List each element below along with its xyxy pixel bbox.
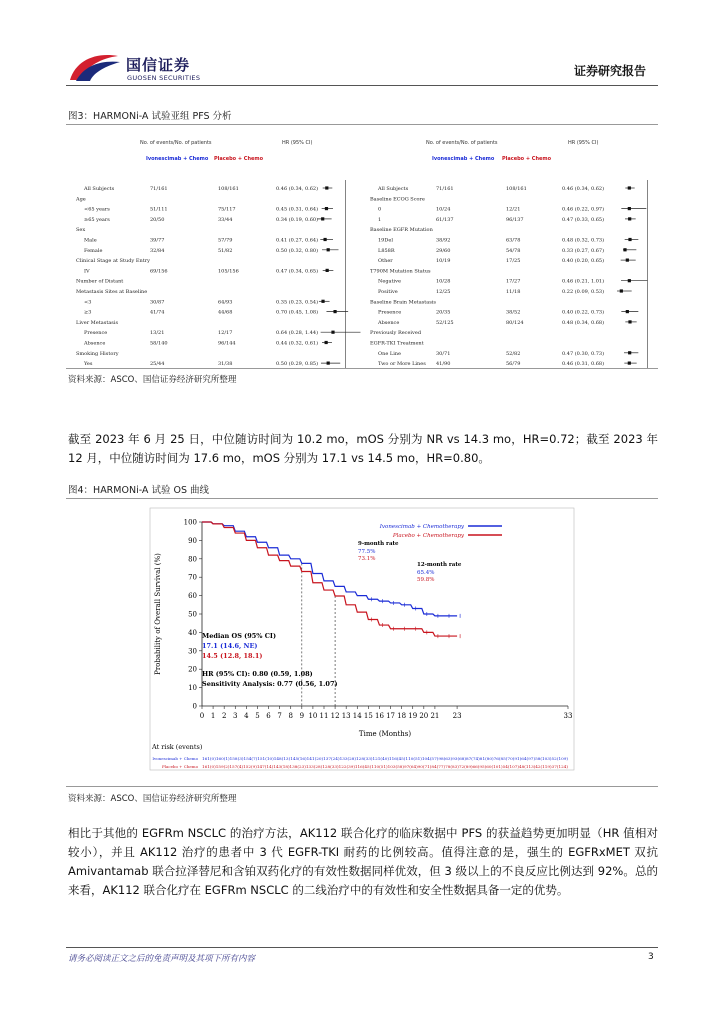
forest-events-arm2: 75/117 <box>218 206 236 213</box>
forest-hr-value: 0.46 (0.34, 0.62) <box>562 186 605 192</box>
os-x-tick-label: 6 <box>266 712 271 720</box>
forest-point <box>327 362 330 365</box>
os-at-risk-title: At risk (events) <box>152 743 203 751</box>
forest-point <box>325 207 328 210</box>
os-hr: HR (95% CI): 0.80 (0.59, 1.08) <box>202 670 313 678</box>
forest-row-label: Other <box>378 258 393 265</box>
forest-row-label: Absence <box>378 319 400 326</box>
os-x-tick-label: 23 <box>452 712 462 720</box>
forest-row-label: Baseline EGFR Mutation <box>370 227 433 234</box>
forest-row-label: Negative <box>378 278 401 285</box>
footer-disclaimer: 请务必阅读正文之后的免责声明及其项下所有内容 <box>68 954 256 964</box>
forest-col-header-hr: HR (95% CI) <box>568 140 599 146</box>
forest-events-arm2: 96/144 <box>218 340 236 347</box>
forest-events-arm1: 71/161 <box>436 186 454 192</box>
forest-point <box>326 269 329 272</box>
forest-hr-value: 0.44 (0.32, 0.61) <box>276 340 319 347</box>
forest-hr-value: 0.64 (0.28, 1.44) <box>276 330 319 337</box>
forest-point <box>333 310 336 313</box>
forest-row-label: All Subjects <box>378 186 409 192</box>
os-x-tick-label: 2 <box>221 712 227 720</box>
forest-left-panel <box>75 140 366 368</box>
forest-point <box>628 320 631 323</box>
forest-events-arm1: 10/24 <box>436 206 451 213</box>
os-annotation-title: 12-month rate <box>417 562 462 568</box>
os-x-tick-label: 8 <box>288 712 293 720</box>
report-type: 证券研究报告 <box>574 64 647 78</box>
forest-events-arm2: 96/137 <box>506 216 524 223</box>
os-median-title: Median OS (95% CI) <box>202 632 277 640</box>
forest-point <box>626 310 629 313</box>
os-y-tick-label: 90 <box>188 536 197 545</box>
forest-row-label: Sex <box>76 227 86 234</box>
forest-row-label: Yes <box>84 361 93 368</box>
figure4-bottom-rule <box>66 786 658 787</box>
forest-events-arm1: 10/28 <box>436 278 451 285</box>
forest-point <box>620 289 623 292</box>
forest-events-arm2: 31/38 <box>218 361 233 368</box>
os-median-placebo: 14.5 (12.8, 18.1) <box>202 652 263 660</box>
forest-events-arm2: 38/52 <box>506 309 521 316</box>
forest-events-arm1: 32/84 <box>150 247 165 254</box>
os-x-tick-label: 7 <box>277 712 282 720</box>
os-y-tick-label: 40 <box>188 628 197 637</box>
forest-row-label: Clinical Stage at Study Entry <box>76 258 150 265</box>
forest-row-label: 0 <box>378 206 382 213</box>
os-x-tick-label: 17 <box>386 712 396 720</box>
forest-hr-value: 0.46 (0.31, 0.68) <box>562 361 605 368</box>
forest-events-arm2: 12/17 <box>218 330 233 337</box>
forest-events-arm1: 12/25 <box>436 289 451 295</box>
forest-row-label: <65 years <box>84 206 110 213</box>
forest-hr-value: 0.46 (0.34, 0.62) <box>276 186 319 192</box>
os-y-tick-label: 30 <box>188 647 197 656</box>
forest-hr-value: 0.40 (0.20, 0.65) <box>562 258 605 265</box>
forest-events-arm2: 17/25 <box>506 258 521 265</box>
forest-row-label: Presence <box>84 330 108 337</box>
os-x-tick-label: 15 <box>363 712 373 720</box>
os-x-tick-label: 4 <box>244 712 249 720</box>
os-annotation-ivo: 65.4% <box>417 570 435 576</box>
forest-events-arm2: 11/18 <box>506 289 521 295</box>
forest-row-label: Presence <box>378 309 402 316</box>
forest-events-arm1: 39/77 <box>150 237 165 244</box>
forest-events-arm1: 30/87 <box>150 299 165 306</box>
forest-hr-value: 0.34 (0.19, 0.60) <box>276 216 319 223</box>
os-x-tick-label: 9 <box>299 712 305 720</box>
os-at-risk-values: 161(0)160(1)158(3)154(7)151(10)148(13)145(16)141(20)137(24)133(28)128(33)121(40)116(45)110(51)104(57)98(63)93(68)87(74)81(80)76(85)70(91)64(97)58(103)52(109) <box>202 757 569 761</box>
forest-hr-value: 0.48 (0.34, 0.68) <box>562 319 605 326</box>
forest-row-label: Baseline ECOG Score <box>370 196 425 203</box>
forest-arm1-label: Ivonescimab + Chemo <box>146 156 209 162</box>
forest-events-arm1: 29/60 <box>436 247 451 254</box>
forest-row-label: One Line <box>378 350 401 357</box>
forest-arm1-label: Ivonescimab + Chemo <box>432 156 495 162</box>
forest-events-arm1: 41/90 <box>436 361 451 368</box>
forest-row-label: Female <box>84 247 103 254</box>
forest-right-panel <box>370 140 654 368</box>
forest-point <box>331 331 334 334</box>
forest-point <box>623 248 626 251</box>
os-x-tick-label: 21 <box>430 712 440 720</box>
forest-col-header-events: No. of events/No. of patients <box>426 140 498 146</box>
os-annotation-placebo: 73.1% <box>358 556 376 562</box>
forest-row-label: Metastasis Sites at Baseline <box>76 289 148 295</box>
forest-col-header-events: No. of events/No. of patients <box>140 140 212 146</box>
forest-row-label: 19Del <box>378 237 393 244</box>
forest-events-arm2: 64/93 <box>218 299 233 306</box>
os-y-axis-label: Probability of Overall Survival (%) <box>154 553 162 675</box>
os-y-tick-label: 100 <box>183 518 197 527</box>
forest-point <box>628 351 631 354</box>
figure4-source: 资料来源：ASCO、国信证券经济研究所整理 <box>68 794 237 804</box>
footer-rule <box>66 947 658 948</box>
forest-row-label: Two or More Lines <box>378 361 426 368</box>
forest-events-arm2: 80/124 <box>506 319 524 326</box>
figure3-bottom-rule <box>66 368 658 369</box>
forest-row-label: Number of Distant <box>76 278 124 285</box>
forest-point <box>327 248 330 251</box>
forest-events-arm2: 44/68 <box>218 309 233 316</box>
forest-row-label: Previously Received <box>370 330 422 337</box>
os-y-tick-label: 20 <box>188 665 197 674</box>
forest-point <box>325 341 328 344</box>
page-header <box>0 0 724 90</box>
forest-point <box>626 259 629 262</box>
os-x-tick-label: 1 <box>210 712 216 720</box>
os-at-risk-arm-label: Ivonescimab + Chemo <box>152 756 198 761</box>
forest-point <box>321 217 324 220</box>
forest-hr-value: 0.46 (0.21, 1.01) <box>562 278 605 285</box>
os-at-risk-arm-label: Placebo + Chemo <box>161 764 198 769</box>
forest-point <box>628 362 631 365</box>
os-x-axis-label: Time (Months) <box>358 730 412 738</box>
forest-hr-value: 0.46 (0.22, 0.97) <box>562 206 605 213</box>
forest-hr-value: 0.70 (0.45, 1.08) <box>276 309 319 316</box>
os-x-tick-label: 33 <box>563 712 573 720</box>
forest-events-arm1: 61/137 <box>436 216 454 223</box>
forest-events-arm1: 10/19 <box>436 258 451 265</box>
forest-row-label: Male <box>84 237 97 244</box>
forest-row-label: <3 <box>84 299 92 306</box>
os-y-tick-label: 0 <box>192 702 197 711</box>
forest-events-arm2: 12/21 <box>506 206 521 213</box>
os-annotation-title: 9-month rate <box>358 541 399 547</box>
forest-events-arm1: 52/125 <box>436 319 454 326</box>
forest-events-arm2: 54/78 <box>506 247 521 254</box>
os-legend-label: Placebo + Chemotherapy <box>392 533 464 539</box>
paragraph-1: 截至 2023 年 6 月 25 日，中位随访时间为 10.2 mo，mOS 分别为 NR vs 14.3 mo，HR=0.72；截至 2023 年 12 月，中位随访时间为 17.6 mo，mOS 分别为 17.1 vs 14.5 mo，HR=0.80。 <box>68 432 658 465</box>
forest-events-arm2: 52/82 <box>506 350 521 357</box>
paragraph-2: 相比于其他的 EGFRm NSCLC 的治疗方法，AK112 联合化疗的临床数据中 PFS 的获益趋势更加明显（HR 值相对较小），并且 AK112 治疗的患者中 3 代 EGFR-TKI 耐药的比例较高。值得注意的是，强生的 EGFRxMET 双抗 Amivantamab 联合拉泽替尼和含铂双药化疗的有效性数据同样优效，但 3 级以上的不良反应比例达到 92%。总的来看，AK112 联合化疗在 EGFRm NSCLC 的二线治疗中的有效性和安全性数据具备一定的优势。 <box>68 826 658 897</box>
os-y-tick-label: 50 <box>188 610 197 619</box>
os-legend-label: Ivonescimab + Chemotherapy <box>379 524 464 530</box>
forest-events-arm1: 30/71 <box>436 350 451 357</box>
forest-row-label: Positive <box>378 289 398 295</box>
forest-events-arm1: 51/111 <box>150 206 168 213</box>
forest-point <box>628 207 631 210</box>
figure3-title: 图3：HARMONi-A 试验亚组 PFS 分析 <box>68 111 232 122</box>
forest-hr-value: 0.22 (0.09, 0.53) <box>562 289 605 295</box>
forest-events-arm2: 17/27 <box>506 278 521 285</box>
forest-hr-value: 0.48 (0.32, 0.73) <box>562 237 605 244</box>
figure3-top-rule <box>66 124 658 125</box>
forest-events-arm1: 58/140 <box>150 340 168 347</box>
forest-events-arm1: 13/21 <box>150 330 165 337</box>
os-x-tick-label: 20 <box>419 712 429 720</box>
forest-point <box>323 238 326 241</box>
forest-point <box>628 238 631 241</box>
forest-hr-value: 0.33 (0.27, 0.67) <box>562 247 605 254</box>
forest-row-label: EGFR-TKI Treatment <box>370 340 424 347</box>
forest-hr-value: 0.40 (0.22, 0.73) <box>562 309 605 316</box>
page-number: 3 <box>648 952 654 962</box>
guosen-logo-icon <box>66 50 122 84</box>
forest-hr-value: 0.41 (0.27, 0.64) <box>276 237 319 244</box>
forest-row-label: L858R <box>378 247 395 254</box>
os-annotation-ivo: 77.5% <box>358 549 376 555</box>
forest-events-arm1: 38/92 <box>436 237 451 244</box>
forest-events-arm2: 63/78 <box>506 237 521 244</box>
forest-events-arm1: 41/74 <box>150 309 165 316</box>
forest-events-arm1: 20/35 <box>436 309 451 316</box>
os-y-tick-label: 60 <box>188 592 197 601</box>
forest-point <box>321 300 324 303</box>
forest-arm2-label: Placebo + Chemo <box>214 156 264 162</box>
os-x-tick-label: 14 <box>352 712 362 720</box>
os-x-tick-label: 19 <box>408 712 418 720</box>
forest-row-label: Absence <box>84 340 106 347</box>
forest-events-arm2: 108/161 <box>506 186 527 192</box>
forest-hr-value: 0.47 (0.34, 0.65) <box>276 268 319 275</box>
os-x-tick-label: 12 <box>330 712 340 720</box>
forest-row-label: Baseline Brain Metastasis <box>370 299 436 306</box>
forest-hr-value: 0.47 (0.30, 0.73) <box>562 350 605 357</box>
forest-hr-value: 0.50 (0.29, 0.85) <box>276 361 319 368</box>
os-x-tick-label: 16 <box>374 712 384 720</box>
forest-events-arm1: 25/44 <box>150 361 165 368</box>
forest-hr-value: 0.35 (0.23, 0.54) <box>276 299 319 306</box>
logo-en: GUOSEN SECURITIES <box>127 74 201 82</box>
figure3-source: 资料来源：ASCO、国信证券经济研究所整理 <box>68 375 237 385</box>
forest-events-arm2: 57/79 <box>218 237 233 244</box>
os-at-risk-values: 161(0)159(2)157(4)152(9)147(14)143(18)138(23)133(28)128(33)122(39)116(45)110(51)103(58)97(64)90(71)84(77)78(83)72(89)66(95)60(101)54(107)48(113)42(119)37(124) <box>202 765 569 769</box>
os-x-tick-label: 5 <box>255 712 260 720</box>
forest-row-label: Age <box>76 196 86 203</box>
os-x-tick-label: 0 <box>199 712 205 720</box>
os-x-tick-label: 13 <box>341 712 351 720</box>
forest-events-arm1: 20/50 <box>150 216 165 223</box>
forest-hr-value: 0.50 (0.32, 0.80) <box>276 247 319 254</box>
forest-row-label: T790M Mutation Status <box>370 268 431 275</box>
os-y-tick-label: 10 <box>188 684 197 693</box>
forest-row-label: 1 <box>378 216 382 223</box>
os-chart <box>66 502 658 784</box>
os-legend <box>379 524 502 539</box>
forest-row-label: IV <box>84 268 90 275</box>
forest-events-arm1: 69/156 <box>150 268 168 275</box>
forest-row-label: Smoking History <box>76 350 119 357</box>
forest-events-arm2: 105/156 <box>218 268 239 275</box>
forest-point <box>325 186 328 189</box>
forest-arm2-label: Placebo + Chemo <box>502 156 552 162</box>
forest-hr-value: 0.45 (0.31, 0.64) <box>276 206 319 213</box>
os-y-tick-label: 70 <box>188 573 197 582</box>
os-x-tick-label: 18 <box>397 712 407 720</box>
forest-events-arm2: 33/44 <box>218 216 233 223</box>
forest-events-arm2: 56/79 <box>506 361 521 368</box>
forest-events-arm1: 71/161 <box>150 186 168 192</box>
forest-point <box>628 186 631 189</box>
forest-row-label: ≥3 <box>84 309 92 316</box>
forest-events-arm2: 108/161 <box>218 186 239 192</box>
forest-point <box>628 279 631 282</box>
forest-events-arm2: 51/82 <box>218 247 233 254</box>
forest-row-label: ≥65 years <box>84 216 110 223</box>
os-y-tick-label: 80 <box>188 555 197 564</box>
os-annotation-placebo: 59.8% <box>417 577 435 583</box>
os-median-ivo: 17.1 (14.6, NE) <box>202 642 258 650</box>
forest-plots <box>66 128 658 368</box>
header-rule <box>66 85 658 86</box>
figure4-title: 图4：HARMONi-A 试验 OS 曲线 <box>68 485 209 496</box>
figure4-top-rule <box>66 498 658 499</box>
os-sensitivity: Sensitivity Analysis: 0.77 (0.56, 1.07) <box>202 680 338 688</box>
forest-point <box>628 217 631 220</box>
os-x-tick-label: 3 <box>233 712 238 720</box>
os-x-tick-label: 10 <box>308 712 318 720</box>
forest-hr-value: 0.47 (0.33, 0.65) <box>562 216 605 223</box>
os-x-tick-label: 11 <box>319 712 329 720</box>
forest-row-label: All Subjects <box>84 186 115 192</box>
forest-col-header-hr: HR (95% CI) <box>282 140 313 146</box>
forest-row-label: Liver Metastasis <box>76 319 119 326</box>
logo-cn: 国信证券 <box>126 56 191 74</box>
